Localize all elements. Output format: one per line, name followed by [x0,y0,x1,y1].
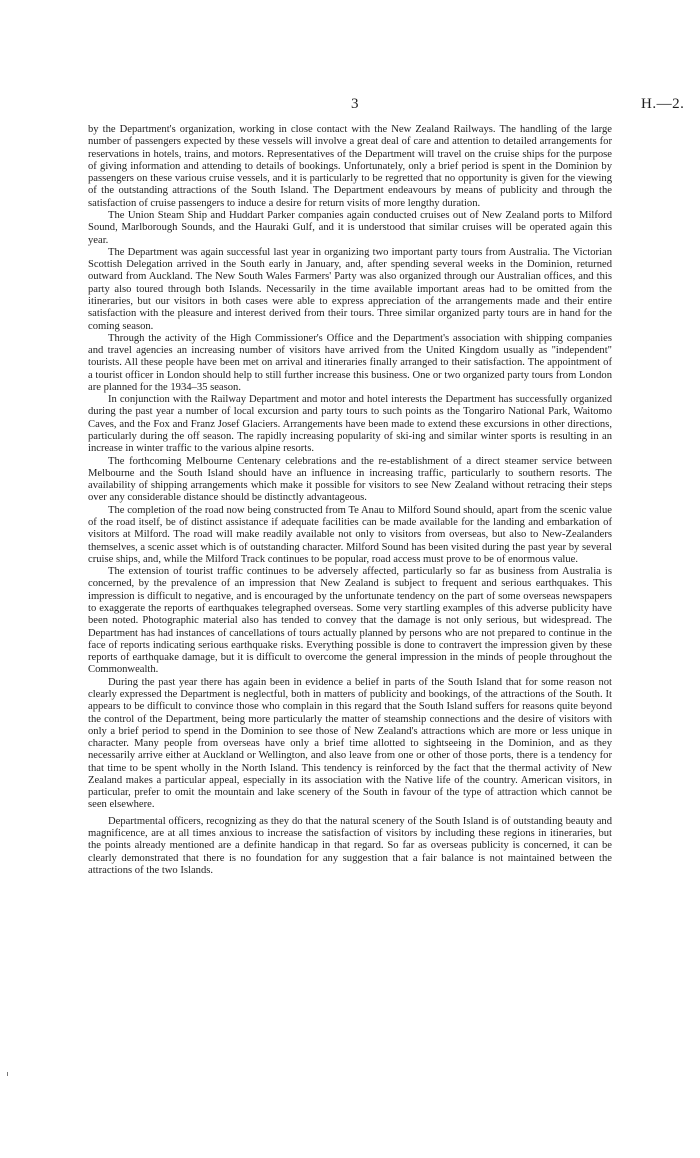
paragraph-cruise-ships: by the Department's organization, working in close contact with the New Zealand Railways. The handling of the large number of passengers expected by these vessels will involve a great deal of care and attention to detailed arrangements for reservations in hotels, trains, and motors. Representatives of the Department will travel on the cruise ships for the purpose of giving information and attending to details of bookings. Unfortunately, only a brief period is spent in the Dominion by passengers on these various cruise vessels, and it is particularly to be regretted that no opportunity is given for the viewing of the outstanding attractions of the South Island. The Department endeavours by means of publicity and through the satisfaction of cruise passengers to induce a desire for return visits of more lengthy duration. [88,124,612,209]
paper-reference: H.—2. [641,96,685,112]
body-text [88,124,612,877]
paragraph-union-steam-ship: The Union Steam Ship and Huddart Parker companies again conducted cruises out of New Zealand ports to Milford Sound, Marlborough Sounds, and the Hauraki Gulf, and it is understood that similar cruises will be operated again this year. [88,209,612,246]
paragraph-australian-party-tours: The Department was again successful last year in organizing two important party tours from Australia. The Victorian Scottish Delegation arrived in the South early in January, and, after spending several weeks in the Dominion, returned outward from Auckland. The New South Wales Farmers' Party was also organized through our Australian offices, and this party also toured through both Islands. Necessarily in the time available important areas had to be omitted from the itineraries, but our visitors in both cases were able to express appreciation of the arrangements made and their entire satisfaction with the pleasure and interest derived from their tours. Three similar organized party tours are in hand for the coming season. [88,246,612,332]
page-header [0,96,700,116]
paragraph-departmental-officers: Departmental officers, recognizing as they do that the natural scenery of the South Island is of outstanding beauty and magnificence, are at all times anxious to increase the satisfaction of visitors by including these regions in itineraries, but the points already mentioned are a definite handicap in that regard. So far as overseas publicity is concerned, it can be clearly demonstrated that there is no foundation for any suggestion that a fair balance is not maintained between the attractions of the two Islands. [88,815,612,876]
paragraph-railway-excursions: In conjunction with the Railway Department and motor and hotel interests the Department has successfully organized during the past year a number of local excursion and party tours to such points as the Tongariro National Park, Waitomo Caves, and the Fox and Franz Josef Glaciers. Arrangements have been made to extend these excursions in other directions, particularly during the off season. The rapidly increasing popularity of ski-ing and similar winter sports is resulting in an increase in winter traffic to the various alpine resorts. [88,394,612,455]
margin-mark [7,1072,8,1076]
paragraph-high-commissioner: Through the activity of the High Commissioner's Office and the Department's association with shipping companies and travel agencies an increasing number of visitors have arrived from the United Kingdom usually as "independent" tourists. All these people have been met on arrival and itineraries finally arranged to their satisfaction. The appointment of a tourist officer in London should help to still further increase this business. One or two organized party tours from London are planned for the 1934–35 season. [88,332,612,393]
page-number: 3 [351,96,359,112]
paragraph-earthquake-impression: The extension of tourist traffic continues to be adversely affected, particularly so far as business from Australia is concerned, by the prevalence of an impression that New Zealand is subject to frequent and serious earthquakes. This impression is difficult to negative, and is encouraged by the unfortunate tendency on the part of some overseas newspapers to exaggerate the reports of earthquakes telegraphed overseas. Some very startling examples of this adverse publicity have been noted. Photographic material also has tended to convey that the damage is not only serious, but widespread. The Department has had instances of cancellations of tours actually planned by persons who are not prepared to continue in the face of reports indicating serious earthquake risks. Everything possible is done to contravert the impression given by these reports of earthquake damage, but it is difficult to overcome the general impression in the minds of people throughout the Commonwealth. [88,566,612,676]
paragraph-melbourne-centenary: The forthcoming Melbourne Centenary celebrations and the re-establishment of a direct steamer service between Melbourne and the South Island should have an influence in increasing traffic, particularly to southern resorts. The availability of shipping arrangements which make it possible for visitors to see New Zealand without retracing their steps over any considerable distance should be distinctly advantageous. [88,455,612,504]
paragraph-milford-road: The completion of the road now being constructed from Te Anau to Milford Sound should, apart from the scenic value of the road itself, be of distinct assistance if adequate facilities can be made available for the landing and embarkation of visitors at Milford. The road will make readily available not only to visitors from overseas, but also to New-Zealanders themselves, a scenic asset which is of outstanding character. Milford Sound has been visited during the past year by several cruise ships, and, while the Milford Track continues to be popular, road access must prove to be of enormous value. [88,504,612,565]
paragraph-south-island-belief: During the past year there has again been in evidence a belief in parts of the South Island that for some reason not clearly expressed the Department is neglectful, both in matters of publicity and bookings, of the attractions of the South. It appears to be difficult to convince those who complain in this regard that the South Island suffers for reasons quite beyond the control of the Department, being more particularly the matter of steamship connections and the desire of visitors with only a brief period to spend in the Dominion to see those of New Zealand's attractions which are more or less unique in character. Many people from overseas have only a brief time allotted to sightseeing in the Dominion, and as they necessarily arrive either at Auckland or Wellington, and also leave from one or other of those ports, there is a tendency for that time to be spent wholly in the North Island. This tendency is reinforced by the fact that the thermal activity of New Zealand makes a particular appeal, especially in its association with the Native life of the country. American visitors, in particular, prefer to omit the mountain and lake scenery of the South in favour of the type of attraction which cannot be seen elsewhere. [88,676,612,811]
